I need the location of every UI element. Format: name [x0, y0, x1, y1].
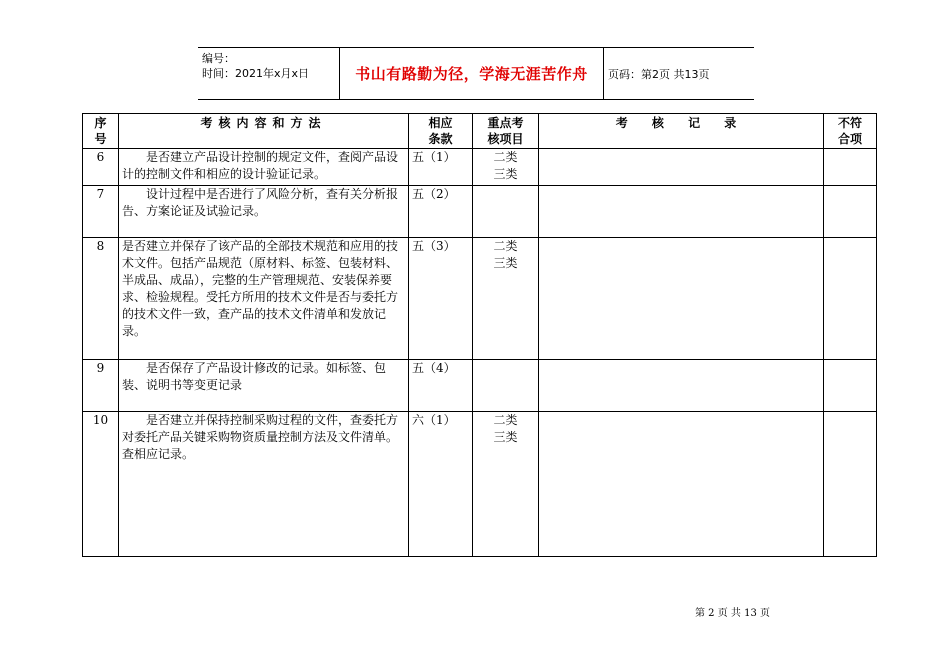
motto-text: 书山有路勤为径，学海无涯苦作舟: [355, 65, 588, 83]
header-seq: 序 号: [83, 114, 119, 149]
row-category: 二类 三类: [473, 238, 539, 360]
row-clause: 五（4）: [409, 360, 473, 412]
row-category: 二类 三类: [473, 149, 539, 186]
row-seq: 8: [83, 238, 119, 360]
header-nonconformity: 不符 合项: [824, 114, 877, 149]
time-label: 时间：2021年x月x日: [202, 67, 310, 80]
number-label: 编号：: [202, 52, 235, 65]
row-category: 二类 三类: [473, 412, 539, 557]
row-clause: 五（1）: [409, 149, 473, 186]
row-content: 是否建立并保持控制采购过程的文件，查委托方对委托产品关键采购物资质量控制方法及文件清单。查相应记录。: [119, 412, 409, 557]
page-label: 页码：第2页 共13页: [608, 67, 710, 81]
row-clause: 五（3）: [409, 238, 473, 360]
row-category: [473, 186, 539, 238]
table-header-row: [83, 114, 877, 149]
row-content: 是否建立并保存了该产品的全部技术规范和应用的技术文件。包括产品规范（原材料、标签、包装材料、半成品、成品），完整的生产管理规范、安装保养要求、检验规程。受托方所用的技术文件是否与委托方的技术文件一致，查产品的技术文件清单和发放记录。: [119, 238, 409, 360]
row-seq: 9: [83, 360, 119, 412]
row-category: [473, 360, 539, 412]
row-nonconformity[interactable]: [824, 360, 877, 412]
row-record[interactable]: [539, 360, 824, 412]
table-row: [83, 412, 877, 557]
row-record[interactable]: [539, 238, 824, 360]
row-content: 是否保存了产品设计修改的记录。如标签、包装、说明书等变更记录: [119, 360, 409, 412]
header-key-item: 重点考 核项目: [473, 114, 539, 149]
row-record[interactable]: [539, 149, 824, 186]
row-record[interactable]: [539, 186, 824, 238]
row-clause: 六（1）: [409, 412, 473, 557]
header-record: 考 核 记 录: [539, 114, 824, 149]
table-row: [83, 186, 877, 238]
row-nonconformity[interactable]: [824, 149, 877, 186]
row-seq: 6: [83, 149, 119, 186]
header-meta: [202, 51, 309, 81]
page-footer: 第 2 页 共 13 页: [695, 608, 770, 619]
document-header: [198, 47, 754, 100]
row-seq: 7: [83, 186, 119, 238]
header-clause: 相应 条款: [409, 114, 473, 149]
row-content: 是否建立产品设计控制的规定文件，查阅产品设计的控制文件和相应的设计验证记录。: [119, 149, 409, 186]
row-seq: 10: [83, 412, 119, 557]
row-clause: 五（2）: [409, 186, 473, 238]
row-nonconformity[interactable]: [824, 412, 877, 557]
row-nonconformity[interactable]: [824, 186, 877, 238]
header-divider: [603, 48, 604, 99]
table-row: [83, 238, 877, 360]
row-nonconformity[interactable]: [824, 238, 877, 360]
row-record[interactable]: [539, 412, 824, 557]
table-row: [83, 149, 877, 186]
assessment-table: [82, 113, 877, 557]
table-row: [83, 360, 877, 412]
row-content: 设计过程中是否进行了风险分析，查有关分析报告、方案论证及试验记录。: [119, 186, 409, 238]
header-content: 考核内容和方法: [119, 114, 409, 149]
